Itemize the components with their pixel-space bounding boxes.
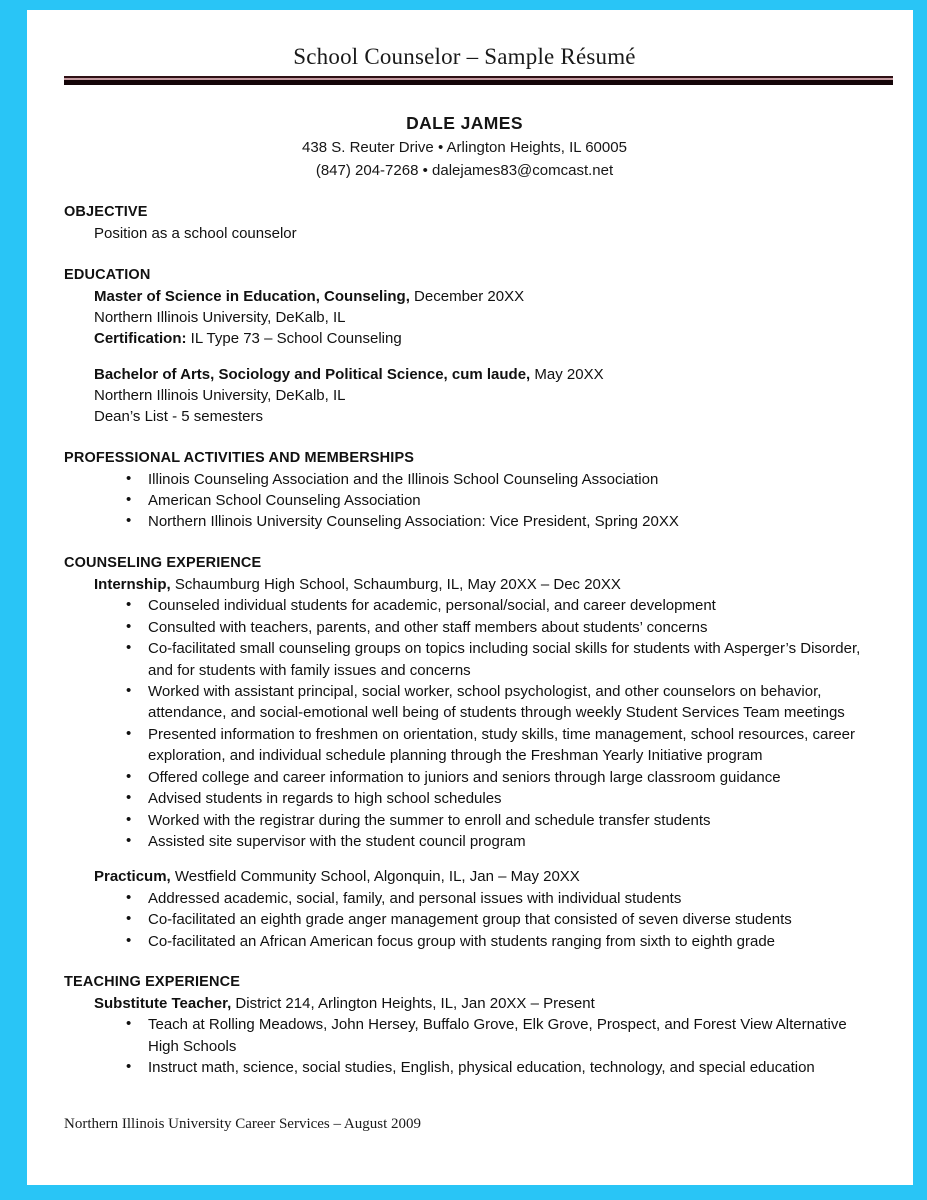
- divider-line-bottom: [64, 80, 893, 85]
- objective-text: Position as a school counselor: [94, 225, 297, 243]
- professional-activities-list: [64, 469, 865, 533]
- resume-document: [27, 10, 913, 1185]
- teaching-jobs: [64, 993, 865, 1079]
- section-heading-education: EDUCATION: [64, 266, 151, 283]
- list-item: • Northern Illinois University Counseling Association: Vice President, Spring 20XX: [64, 511, 865, 532]
- list-item: • Worked with assistant principal, social worker, school psychologist, and other counselors on behavior, attendance, and social-emotional well being of students through weekly Student Services Team meetings: [64, 681, 865, 724]
- section-heading-counseling-experience: COUNSELING EXPERIENCE: [64, 554, 262, 571]
- resume-sheet: [27, 10, 913, 1185]
- education-entry: [64, 364, 865, 428]
- bullet-list: [64, 595, 865, 852]
- list-item: • Instruct math, science, social studies, English, physical education, technology, and special education: [64, 1057, 865, 1078]
- list-item: • Co-facilitated an African American focus group with students ranging from sixth to eighth grade: [64, 931, 865, 952]
- education-detail: Dean’s List - 5 semesters: [94, 408, 263, 426]
- contact-address: 438 S. Reuter Drive • Arlington Heights, IL 60005: [302, 138, 627, 156]
- section-heading-objective: OBJECTIVE: [64, 204, 148, 221]
- list-item: • Presented information to freshmen on orientation, study skills, time management, school resources, career exploration, and individual schedule planning through the Freshman Yearly Initiative program: [64, 724, 865, 767]
- counseling-jobs: [64, 574, 865, 952]
- section-education: [64, 265, 865, 428]
- section-professional-activities: [64, 448, 865, 533]
- education-entries: [64, 286, 865, 428]
- section-heading-teaching-experience: TEACHING EXPERIENCE: [64, 974, 241, 991]
- section-teaching-experience: [64, 972, 865, 1079]
- section-objective: [64, 202, 865, 244]
- candidate-name: DALE JAMES: [406, 113, 523, 134]
- experience-entry: [64, 993, 865, 1079]
- experience-role: Internship, Schaumburg High School, Schaumburg, IL, May 20XX – Dec 20XX: [94, 575, 621, 593]
- section-heading-professional-activities: PROFESSIONAL ACTIVITIES AND MEMBERSHIPS: [64, 449, 415, 466]
- contact-phone-email: (847) 204-7268 • dalejames83@comcast.net: [315, 162, 614, 180]
- list-item: • Consulted with teachers, parents, and other staff members about students’ concerns: [64, 617, 865, 638]
- bullet-list: [64, 1014, 865, 1078]
- list-item: • Illinois Counseling Association and the Illinois School Counseling Association: [64, 469, 865, 490]
- experience-entry: [64, 574, 865, 853]
- education-detail: Certification: IL Type 73 – School Counseling: [94, 330, 402, 348]
- list-item: • Teach at Rolling Meadows, John Hersey, Buffalo Grove, Elk Grove, Prospect, and Forest View Alternative High Schools: [64, 1014, 865, 1057]
- list-item: • Counseled individual students for academic, personal/social, and career development: [64, 595, 865, 616]
- list-item: • American School Counseling Association: [64, 490, 865, 511]
- list-item: • Addressed academic, social, family, and personal issues with individual students: [64, 888, 865, 909]
- document-footer: Northern Illinois University Career Services – August 2009: [64, 1116, 422, 1132]
- list-item: • Co-facilitated an eighth grade anger management group that consisted of seven diverse students: [64, 909, 865, 930]
- contact-block: [64, 111, 865, 182]
- experience-role: Practicum, Westfield Community School, Algonquin, IL, Jan – May 20XX: [94, 868, 580, 886]
- experience-entry: [64, 866, 865, 952]
- list-item: • Advised students in regards to high school schedules: [64, 788, 865, 809]
- education-entry: [64, 286, 865, 350]
- list-item: • Co-facilitated small counseling groups on topics including social skills for students with Asperger’s Disorder, and for students with family issues and concerns: [64, 638, 865, 681]
- education-degree: Bachelor of Arts, Sociology and Political Science, cum laude, May 20XX: [94, 365, 604, 383]
- header-divider: [64, 76, 893, 85]
- education-school: Northern Illinois University, DeKalb, IL: [94, 309, 346, 327]
- list-item: • Assisted site supervisor with the student council program: [64, 831, 865, 852]
- bullet-list: [64, 888, 865, 952]
- section-counseling-experience: [64, 553, 865, 952]
- education-degree: Master of Science in Education, Counseling, December 20XX: [94, 287, 525, 305]
- list-item: • Offered college and career information to juniors and seniors through large classroom guidance: [64, 767, 865, 788]
- list-item: • Worked with the registrar during the summer to enroll and schedule transfer students: [64, 810, 865, 831]
- education-school: Northern Illinois University, DeKalb, IL: [94, 386, 346, 404]
- page-title: School Counselor – Sample Résumé: [293, 44, 636, 69]
- experience-role: Substitute Teacher, District 214, Arlington Heights, IL, Jan 20XX – Present: [94, 995, 595, 1013]
